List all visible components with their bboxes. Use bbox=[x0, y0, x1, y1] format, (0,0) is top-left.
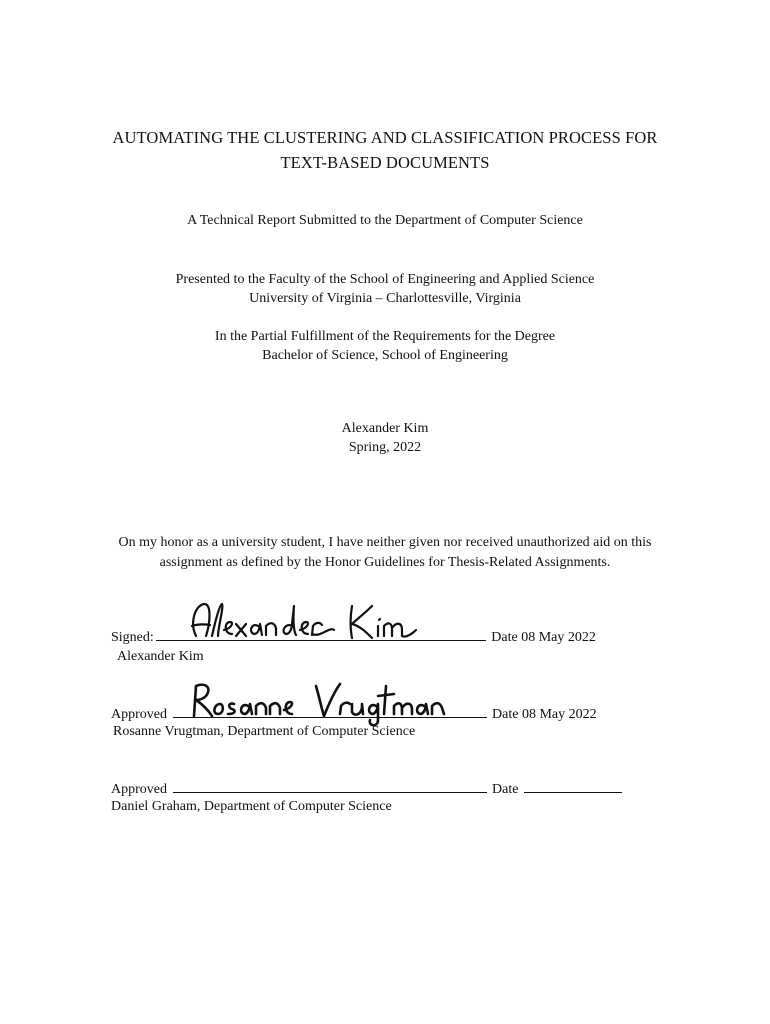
approved1-label: Approved bbox=[111, 707, 167, 722]
honor-pledge bbox=[0, 533, 770, 573]
approved2-name: Daniel Graham, Department of Computer Science bbox=[111, 799, 392, 814]
author-name: Alexander Kim bbox=[341, 421, 429, 436]
fulfillment-line-1: In the Partial Fulfillment of the Requirements for the Degree bbox=[214, 329, 556, 344]
presented-statement bbox=[0, 270, 770, 308]
author-term: Spring, 2022 bbox=[348, 440, 422, 455]
approved2-row bbox=[111, 780, 624, 799]
approved2-date-line[interactable] bbox=[524, 780, 622, 793]
signed-date-label: Date bbox=[491, 630, 518, 645]
signed-name: Alexander Kim bbox=[117, 649, 204, 664]
signed-date-value: 08 May 2022 bbox=[521, 630, 596, 645]
signed-label: Signed: bbox=[111, 630, 154, 645]
approved1-date-value: 08 May 2022 bbox=[521, 707, 597, 722]
honor-line-1: On my honor as a university student, I have neither given nor received unauthorized aid on this bbox=[118, 535, 652, 550]
approved1-date-label: Date bbox=[492, 707, 519, 722]
presented-line-2: University of Virginia – Charlottesville, Virginia bbox=[249, 291, 521, 306]
rosanne-vrugtman-signature bbox=[188, 680, 450, 728]
submitted-statement: A Technical Report Submitted to the Department of Computer Science bbox=[187, 213, 583, 228]
fulfillment-statement bbox=[0, 327, 770, 365]
fulfillment-line-2: Bachelor of Science, School of Engineering bbox=[262, 348, 508, 363]
approved2-date-label: Date bbox=[492, 782, 519, 797]
alexander-kim-signature bbox=[180, 598, 420, 648]
title-line-2: TEXT-BASED DOCUMENTS bbox=[280, 153, 490, 172]
honor-line-2: assignment as defined by the Honor Guidelines for Thesis-Related Assignments. bbox=[159, 555, 611, 570]
author-block bbox=[0, 419, 770, 457]
title-line-1: AUTOMATING THE CLUSTERING AND CLASSIFICATION PROCESS FOR bbox=[112, 128, 658, 147]
approved2-signature-line[interactable] bbox=[173, 780, 487, 793]
approved1-name: Rosanne Vrugtman, Department of Computer Science bbox=[113, 724, 416, 739]
report-title bbox=[0, 125, 770, 175]
presented-line-1: Presented to the Faculty of the School of Engineering and Applied Science bbox=[175, 272, 595, 287]
approved2-label: Approved bbox=[111, 782, 167, 797]
